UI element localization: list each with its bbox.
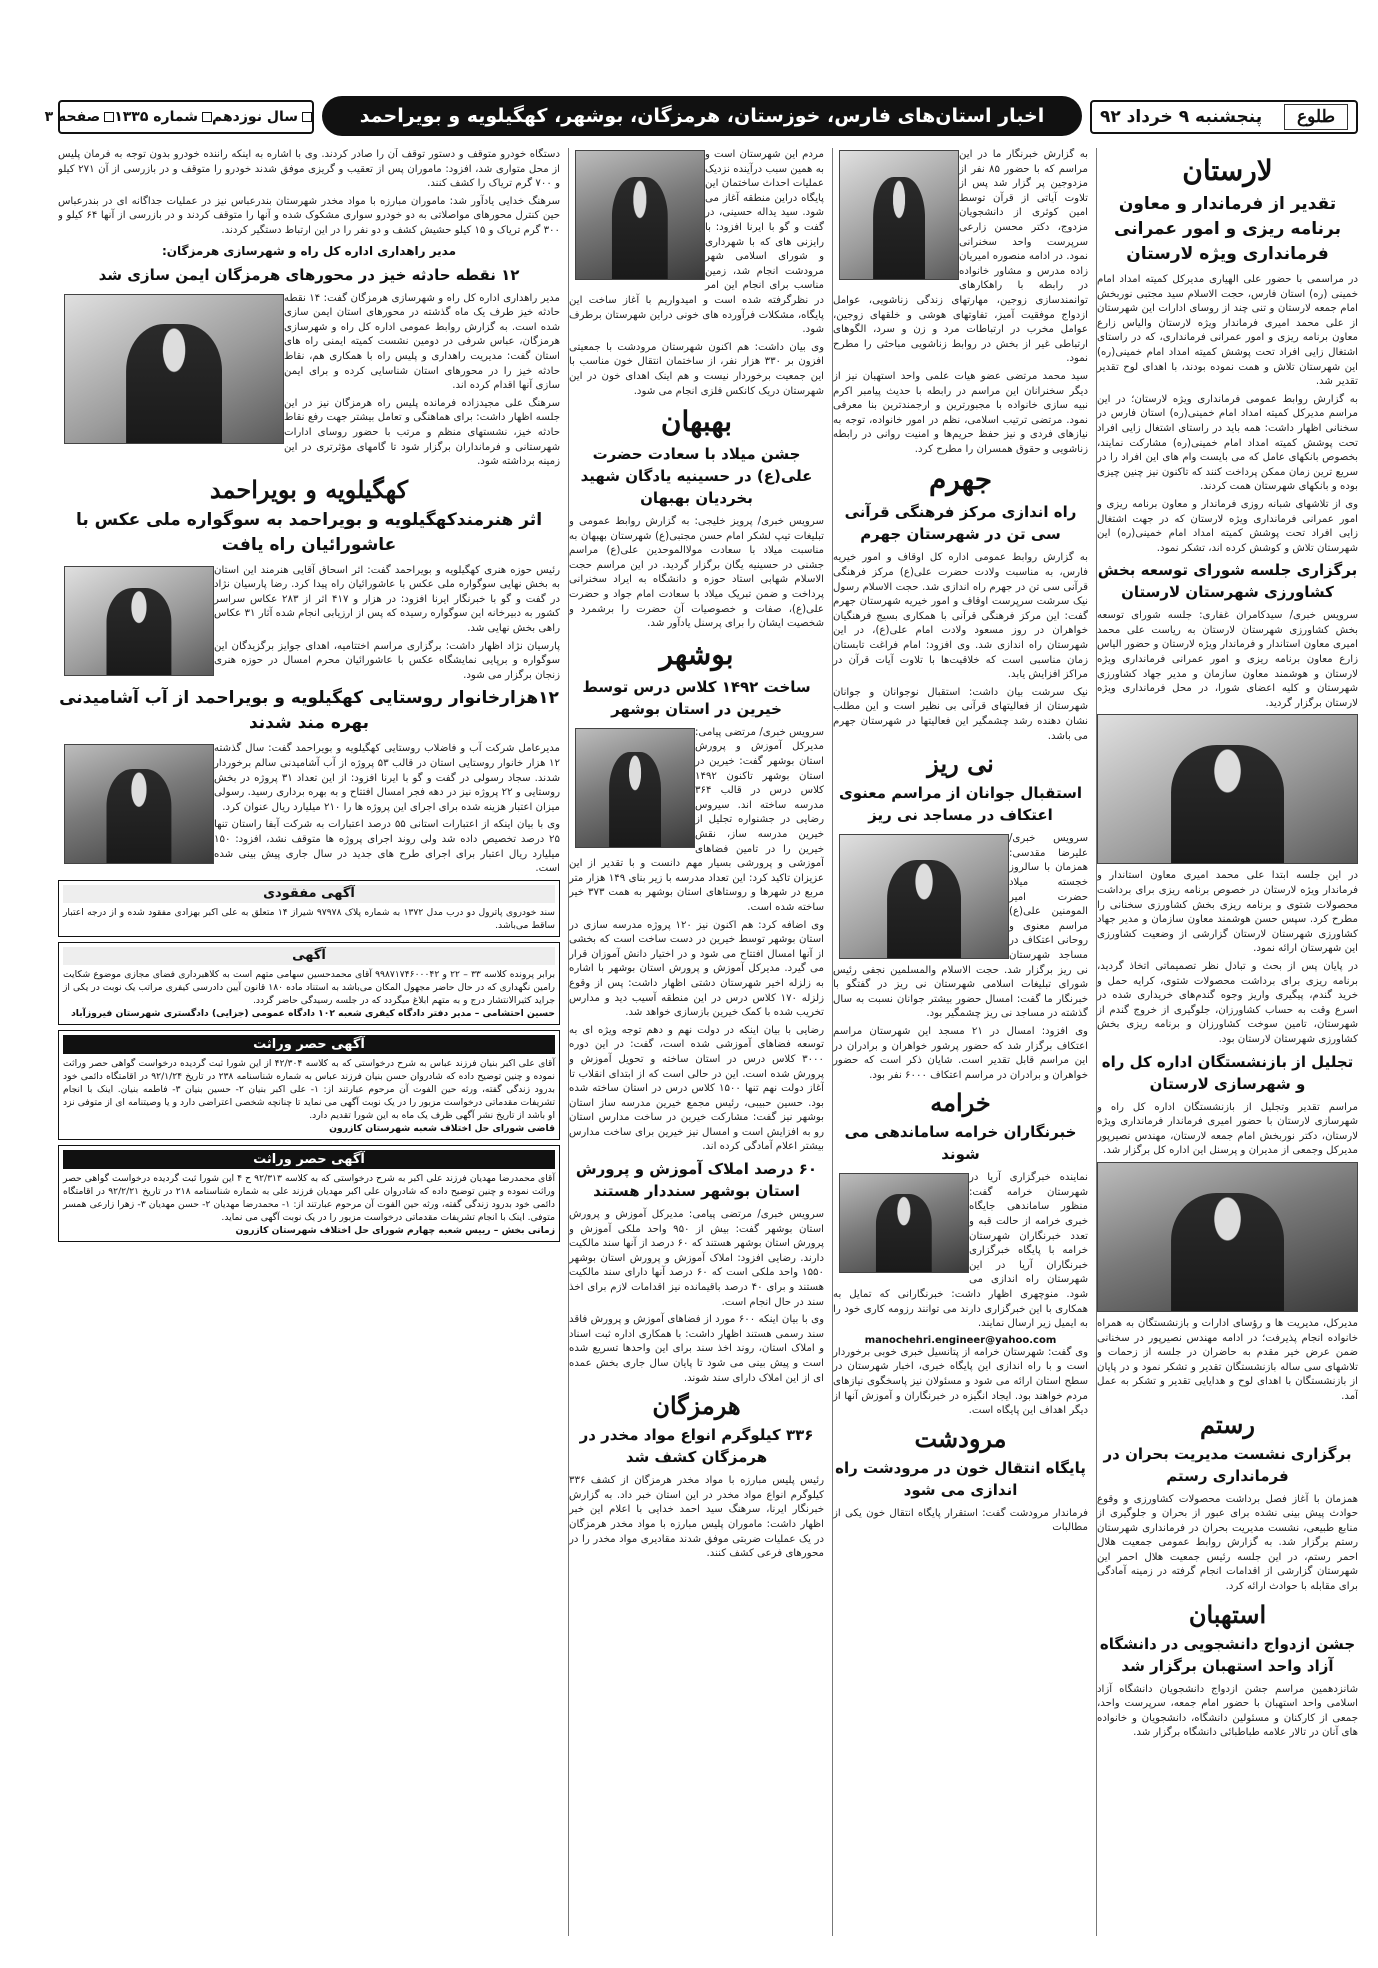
article-headline: ساخت ۱۴۹۲ کلاس درس توسط خیرین در استان بوشهر [582,677,811,718]
section-title: لارستان [1182,154,1273,187]
official-photo [575,150,705,280]
officials-photo [64,294,284,444]
article-body: در مراسمی با حضور علی الهیاری مدیرکل کمیته امداد امام خمینی (ره) استان فارس، حجت الاسلام سید مجتبی نوربخش امام جمعه لارستان و تنی چند از روسای ادارات این شهرستان از علی محمد امیری فرماندار ویژه لارستان والیاس زارع معاون برنامه ریزی و امور عمرانی فرمانداری، که در راستای اشتغال زایی افراد تحت پوشش کمیته امداد امام خمینی(ره) این شهرستان تلاش و همت نموده بودند، با اهدای لوح تقدیر تقدیر شد. [1097,274,1358,388]
square-bullet-icon [104,112,114,122]
issue-number-label: شماره ۱۳۳۵ [114,109,198,125]
section-title: کهگیلویه و بویراحمد [209,474,409,504]
group-photo [1097,1162,1358,1312]
article-body: سرهنگ خدایی یادآور شد: ماموران مبارزه با مواد مخدر شهرستان بندرعباس نیز در عملیات جداگانه ای در بندرعباس حین کنترل محورهای مواصلاتی به دو خودرو سواری مشکوک شده و آنها را متوقف کردند و در بازرسی از آنها ۶۴ کیلو و ۳۰۰ گرم تریاک و ۱۵ کیلو حشیش کشف و دو نفر را در این ارتباط دستگیر کردند. [58,195,560,236]
page-number [45,109,115,125]
photo-figure [1171,1193,1285,1311]
article-body: سرویس خبری/ مرتضی پیامی: مدیرکل آموزش و پرورش استان بوشهر گفت: خیرین در استان بوشهر تاکنون ۱۴۹۲ کلاس درس در قالب ۳۶۴ مدرسه ساخته اند. سیروس رضایی در جشنواره تجلیل از خیرین مدرسه ساز، نقش خیرین را در تامین فضاهای آموزشی و پرورشی بسیار مهم دانست و با تقدیر از این عزیزان تاکید کرد: این تعداد مدرسه با زیر بنای ۱۴۹ هزار متر مربع در شهرها و روستاهای استان بوشهر به همت ۳۷۳ خیر ساخته شده است. [569,726,824,913]
artist-photo [64,566,214,676]
ad-title: آگهی حصر وراثت [63,1150,555,1169]
article-body: به گزارش روابط عمومی اداره کل اوقاف و امور خیریه فارس، به مناسبت ولادت حضرت علی(ع) مرکز فرهنگی قرآنی سی تن در جهرم راه اندازی شد. حجت الاسلام رسول نیک سرشت سرپرست اوقاف و امور خیریه شهرستان جهرم گفت: این مرکز فرهنگی قرآنی با همکاری بسیج فرهنگیان خواهران در روز مسعود ولادت امام علی(ع)، در این شهرستان راه اندازی شد. وی افزود: امام فراغت تابستان زمان مناسبی است که خلاقیت‌ها با تلاوت آیات قرآن در مراکز افزایش یابد. [833,552,1088,681]
article-body: مردم این شهرستان است و به همین سبب درآینده نزدیک عملیات احداث ساختمان این پایگاه دراین منطقه آغاز می شود. سید یداله حسینی، در گفت و گو با ایرنا افزود: با رایزنی های که با شهرداری و شورای اسلامی شهر مرودشت انجام شد، زمین مناسب برای انجام این امر در نظرگرفته شده است و امیدواریم با آغاز ساخت این پایگاه، مشکلات فرآورده های خونی دراین شهرستان برطرف شود. [569,149,824,336]
masthead-issue-box [44,100,314,134]
article-headline: راه اندازی مرکز فرهنگی قرآنی سی تن در شهرستان جهرم [844,503,1077,544]
article-body: نیک سرشت بیان داشت: استقبال نوجوانان و جوانان شهرستان از فعالیتهای قرآنی بی نظیر است و این مطلب نشان دهنده رشد چشمگیر این فعالیتها در شهرستان جهرم می باشد. [833,686,1088,742]
article-body: پارسیان نژاد اظهار داشت: برگزاری مراسم اختتامیه، اهدای جوایز برگزیدگان این سوگواره و برپایی نمایشگاه عکس با عاشورائیان محرم امسال در حوزه هنری زنجان برگزار می شود. [214,640,560,681]
photo-figure [612,177,668,279]
section-title: خرامه [930,1088,991,1118]
inheritance-notice-ad [58,1145,560,1242]
article-headline: تقدیر از فرماندار و معاون برنامه ریزی و امور عمرانی فرمانداری ویژه لارستان [1114,194,1341,264]
article-body: وی گفت: شهرستان خرامه از پتانسیل خبری خوبی برخوردار است و با راه اندازی این پایگاه خبری، اخبار شهرستان در سطح استان ارائه می شود و مسئولان نیز پاسخگوی نیازهای مردم خواهند بود. ایجاد انگیزه در خبرنگاران و آموزش آنها از دیگر اهداف این پایگاه است. [833,1346,1088,1417]
article-body: سرویس خبری/ علیرضا مقدسی: همزمان با سالروز خجسته میلاد حضرت امیر المومنین علی(ع) مراسم معنوی و روحانی اعتکاف در مساجد شهرستان نی ریز برگزار شد. حجت الاسلام والمسلمین نجفی رئیس شورای تبلیغات اسلامی شهرستان نی ریز در گفتگو با خبرنگار ما گفت: امسال حضور بیشتر جوانان نسبت به سال گذشته در مساجد نی ریز چشمگیر بود. [833,833,1088,1020]
article-headline: ۶۰ درصد املاک آموزش و پرورش استان بوشهر سنددار هستند [575,1160,818,1201]
issue-number [114,109,212,125]
article-body: دستگاه خودرو متوقف و دستور توقف آن را صادر کردند. وی با اشاره به اینکه راننده خودرو بدون توجه به فرمان پلیس از محل متواری شد، افزود: ماموران پس از تعقیب و گریزی موفق شدند خودرو را متوقف و در بازرسی از آن ۲۷۱ کیلو و ۷۰۰ گرم تریاک را کشف کنند. [58,149,560,190]
ad-signature: قاضی شورای حل اختلاف شعبه شهرستان کازرون [329,1122,555,1134]
ad-text: آقای علی اکبر بنیان فرزند عباس به شرح درخواستی که به کلاسه ۴۲/۳۰۴ از این شورا ثبت گردیده درخواست گواهی حصر وراثت نموده و چنین توضیح داده که شادروان حسن بنیان فرزند عباس به شماره شناسنامه ۲۳۸ در تاریخ ۹۲/۱/۲۴ در اقامتگاه دائمی خود بدرود زندگی گفته، ورثه حین الفوت آن مرحوم عبارتند از: ۱- علی اکبر بنیان ۲- حسین بنیان ۳- فاطمه بنیان. اینک با انجام تشریفات مقدماتی درخواست مزبور را در یک نوبت آگهی می نماید تا چنانچه شخصی اعتراضی دارد و یا وصیتنامه ای از متوفی نزد او باشد از تاریخ نشر آگهی ظرف یک ماه به این شورا تقدیم دارد. [63,1057,556,1121]
article-body: نماینده خبرگزاری آریا در شهرستان خرامه گفت: منظور ساماندهی جایگاه خبری خرامه از حالت قبه و تعدد خبرنگاران شهرستان خرامه با پایگاه خبرگزاری خبرنگاران آریا در این شهرستان راه اندازی می شود. منوچهری اظهار داشت: خبرنگارانی که تمایل به همکاری با این خبرگزاری دارند می توانند رزومه کاری خود را به ایمیل زیر ارسال نمایند. [833,1172,1088,1330]
article-body: به گزارش خبرنگار ما در این مراسم که با حضور ۸۵ نفر از مزدوجین پر گزار شد پس از تلاوت آیاتی از قرآن توسط امین کوثری از دانشجویان مزدوج، دکتر محسن زارعی سرپرست واحد سخنرانی نمود. در ادامه منصوره امیریان زاده مدرس و مشاور خانواده در رابطه با راهکارهای توانمندسازی زوجین، مهارتهای زندگی زناشویی، عوامل ازدواج موفقیت آمیز، تفاوتهای هوشی و خلقهای زوجین، عوامل مخرب در ارتباطات مرد و زن و سرد، الگوهای ارتباطی غیر از بخش در روابط زناشویی مباحثی را مطرح نمود. [833,149,1088,365]
article-body: وی با بیان اینکه از اعتبارات استانی ۵۵ درصد اعتبارات به شرکت آبفا راستان تنها ۲۵ درصد تخصیص داده شد ولی روند اجرای پروژه ها متوقف نشد، افزود: ۱۵۰ میلیارد ریال اعتبار برای اجرای طرح های جدید در سال جاری پیش بینی شده است. [214,819,560,875]
speaker-photo [839,150,959,280]
photo-figure [887,860,961,958]
section-title: جهرم [929,463,992,497]
column-4 [58,148,560,1936]
article-headline: اثر هنرمندکهگیلویه و بویراحمد به سوگواره ملی عکس با عاشورائیان راه یافت [75,509,543,555]
column-2 [832,148,1088,1936]
contact-email: manochehri.engineer@yahoo.com [864,1334,1057,1346]
photo-figure [873,177,925,279]
newspaper-logo: طلوع [1284,104,1348,130]
article-headline: استقبال جوانان از مراسم معنوی اعتکاف در مساجد نی ریز [839,784,1082,825]
article-body: مدیر راهداری اداره کل راه و شهرسازی هرمزگان گفت: ۱۴ نقطه حادثه خیز طرف یک ماه گذشته در محورهای استان ایمن سازی شده است. به گزارش روابط عمومی اداره کل راه و شهرسازی هرمزگان، عباس شرفی در دومین نشست کمیته ایمنی راه های استان گفت: مدیریت راهداری و پلیس راه با همکاری هم، نقاط حادثه خیز را در محورهای استان شناسایی کرده و برای ایمن سازی آنها اقدام کرده اند. [284,292,560,392]
article-body: به گزارش روابط عمومی فرمانداری ویژه لارستان؛ در این مراسم مدیرکل کمیته امداد امام خمینی(ره) استان فارس در سخنانی اظهار داشت: همه باید در راستای اشتغال زایی افراد تحت پوشش کمیته امداد امام خمینی(ره) مشارکت نمایند، بخصوص بانکهای عامل که می بایست وام های این افراد را در سریع ترین زمان ممکن پرداخت کنند که تاکنون نیز چنین چیزی بوده و بانکهای شهرستان همت کردند. [1097,393,1358,493]
ad-text: سند خودروی پاترول دو درب مدل ۱۳۷۲ به شماره پلاک ۹۷۹۷۸ شیراز ۱۴ متعلق به علی اکبر بهزادی مفقود شده و از درجه اعتبار ساقط می‌باشد. [63,906,555,931]
article-headline: ۳۳۶ کیلوگرم انواع مواد مخدر در هرمزگان کشف شد [579,1426,814,1467]
masthead [44,96,1358,140]
column-1 [1096,148,1358,1936]
section-title: استهبان [1188,1599,1267,1629]
page-number-label: صفحه ۳ [44,109,101,125]
article-body: در این جلسه ابتدا علی محمد امیری معاون استاندار و فرماندار ویژه لارستان در خصوص برنامه ریزی برای برداشت محصولات شتوی و برنامه ریزی بخش کشاورزی سخنانی را مطرح کرد. سپس حسن هوشمند معاون سازمان و مدیر جهاد کشاورزی شهرستان لارستان گزارشی از وضعیت کشاورزی این شهرستان ارائه نمود. [1097,870,1358,955]
article-headline: جشن میلاد با سعادت حضرت علی(ع) در حسینیه یادگان شهید بخردیان بهبهان [580,445,813,508]
meeting-photo [1097,714,1358,864]
court-notice-ad [58,942,560,1025]
photo-figure [126,324,222,442]
square-bullet-icon [302,112,312,122]
square-bullet-icon [202,112,212,122]
article-body: مراسم تقدیر وتجلیل از بازنشستگان اداره کل راه و شهرسازی لارستان با حضور امیری فرماندار فرمانداری ویژه لارستان، دکتر نوربخش امام جمعه لارستان، مهندس نصیرپور مدیرکل وجمعی از مدیران و پرسنل این اداره کل برگزار شد. [1097,1101,1358,1157]
section-title: مرودشت [914,1423,1007,1453]
photo-figure [609,752,661,846]
section-title: بوشهر [659,637,734,671]
article-body: شانزدهمین مراسم جشن ازدواج دانشجویان دانشگاه آزاد اسلامی واحد استهبان با حضور امام جمعه، سرپرست واحد، جمعی از کارکنان و مسئولین دانشگاه، دانشجویان و خانواده های آنان در تالار علامه طباطبائی دانشگاه برگزار شد. [1097,1683,1358,1739]
article-body: وی افزود: امسال در ۲۱ مسجد این شهرستان مراسم اعتکاف برگزار شد که حضور پرشور خواهران و برادران در این مراسم قابل تقدیر است. شایان ذکر است که حضور خواهران و برادران در مراسم اعتکاف ۶۰۰۰ نفر بود. [833,1025,1088,1081]
official-photo [64,744,214,864]
article-body: فرماندار مرودشت گفت: استقرار پایگاه انتقال خون یکی از مطالبات [833,1507,1088,1534]
article-headline: خبرنگاران خرامه ساماندهی می شوند [844,1123,1077,1164]
newspaper-page [44,96,1358,1936]
section-title: رستم [1200,1409,1255,1439]
volume-year-label: سال نوزدهم [211,109,298,125]
article-headline: برگزاری نشست مدیریت بحران در فرمانداری رستم [1103,1444,1352,1485]
article-body: رضایی با بیان اینکه در دولت نهم و دهم توجه ویژه ای به توسعه فضاهای آموزشی شده است، گفت: در این دوره ۳۰۰۰ کلاس درس در استان ساخته و تحویل آموزش و پرورش شده است. این در حالی است که از ابتدای انقلاب تا آغاز دولت نهم تنها ۱۵۰۰ کلاس درس در استان ساخته شده بود. حسین حبیبی، رئیس مجمع خیرین مدرسه ساز استان بوشهر نیز گفت: مشارکت خیرین در ساخت مدارس استان رو به افزایش است و امسال نیز خیرین برای ساخت مدارس بیشتر اعلام آمادگی کرده اند. [569,1024,824,1153]
ad-signature: حسین احتشامی – مدیر دفتر دادگاه کیفری شعبه ۱۰۲ دادگاه عمومی (جزایی) دادگستری شهرستان فیروزآباد [71,1007,555,1019]
photo-figure [106,769,171,863]
ad-title: آگهی حصر وراثت [63,1035,555,1054]
article-headline: جشن ازدواج دانشجویی در دانشگاه آزاد واحد استهبان برگزار شد [1099,1634,1356,1675]
article-body: مدیرعامل شرکت آب و فاضلاب روستایی کهگیلویه و بویراحمد گفت: سال گذشته ۱۲ هزار خانوار روستایی استان در قالب ۵۳ پروژه از آب آشامیدنی سالم برخوردار شدند. سجاد رسولی در گفت و گو با ایرنا افزود: از این تعداد ۳۱ پروژه در بخش روستایی و ۲۲ پروژه نیز در دهه فجر امسال افتتاح و به بهره برداری رسید. رسولی میزان اعتبار هزینه شده برای اجرای این پروژه ها را ۲۱۰ میلیارد ریال عنوان کرد. [214,743,560,813]
section-title: بهبهان [660,405,733,439]
article-headline: ۱۲هزارخانوار روستایی کهگیلویه و بویراحمد از آب آشامیدنی بهره مند شدند [59,688,559,734]
article-body: رئیس حوزه هنری کهگیلویه و بویراحمد گفت: اثر اسحاق آقایی هنرمند این استان به بخش نهایی سوگواره ملی عکس با عاشورائیان راه پیدا کرد. رضا پارسیان نژاد در گفت و گو با خبرنگار ایرنا افزود: در هزار و ۴۱۷ اثر از ۲۸۳ عکاس سراسر کشور به دبیرخانه این سوگواره رسیده که پس از ارزیابی انجام شده آثار ۳۱ عکاس راهی بخش نهایی شد. [214,564,560,635]
article-body: سرویس خبری/ مرتضی پیامی: مدیرکل آموزش و پرورش استان بوشهر گفت: بیش از ۹۵۰ واحد ملکی آموزش و پرورش استان بوشهر هستند که ۶۰ درصد از آنها سند مالکیت دارند. رضایی افزود: املاک آموزش و پرورش استان بوشهر ۱۵۵۰ واحد ملکی است که ۶۰ درصد آنها دارای سند مالکیت هستند و برای ۴۰ درصد باقیمانده نیز اقدامات لازم برای اخذ سند در حال انجام است. [569,1209,824,1308]
photo-figure [1171,745,1285,863]
column-3 [568,148,824,1936]
ad-text: برابر پرونده کلاسه ۳۳ – ۲۲ و ۹۹۸۷۱۷۴۶۰۰۰۴۲ آقای محمدحسین سهامی متهم است به کلاهبرداری فضای مجازی موضوع شکایت رامین نگهداری که در حال حاضر مجهول المکان می‌باشد به استناد ماده ۱۸۰ قانون آیین دادرسی کیفری مراتب یک نوبت در یکی از جراید کثیرالانتشار درج و به متهم ابلاغ میگردد که در جلسه رسیدگی حاضر گردد. [63,968,556,1006]
section-title: هرمزگان [652,1391,741,1421]
article-body: مدیرکل، مدیریت ها و رؤسای ادارات و بازنشستگان به همراه خانواده انجام پذیرفت؛ در ادامه مهندس نصیرپور در سخنانی ضمن عرض خیر مقدم به حاضران در جلسه از زحمات و تلاشهای سی ساله بازنشستگان تقدیر و تشکر نمود و در پایان از بازنشستگان با اهدای لوح و هدایایی تقدیر و تشکر به عمل آمد. [1097,1317,1358,1402]
article-body: در پایان پس از بحث و تبادل نظر تصمیماتی اتخاذ گردید، برنامه ریزی برای برداشت محصولات شتوی، کرایه حمل و خرید گندم، پیگیری واریز وجوه گندم‌های خریداری شده در اسرع وقت به حساب کشاورزان، جلوگیری از خروج گندم از شهرستان، تامین سوخت کشاورزان و برنامه ریزی بخش کشاورزی شهرستان لارستان بود. [1097,961,1358,1045]
article-headline: تجلیل از بازنشستگان اداره کل راه و شهرسازی لارستان [1101,1052,1354,1093]
masthead-date-box [1090,100,1358,134]
article-body: وی با بیان اینکه ۶۰۰ مورد از فضاهای آموزش و پرورش فاقد سند رسمی هستند اظهار داشت: با همکاری اداره ثبت اسناد و املاک استان، روند اخذ سند برای این واحدها تسریع شده است و پیش بینی می شود تا پایان سال جاری بخش عمده ای از این املاک دارای سند شوند. [569,1314,824,1384]
inheritance-notice-ad [58,1030,560,1140]
article-body: سید محمد مرتضی عضو هیات علمی واحد استهبان نیز از دیگر سخنرانان این مراسم در رابطه با حدیث پیامبر اکرم نبیه سازی خانواده با مجبورترین و ارجمندترین بنا معرفی نمود. مرتضی ترتیب اسلامی، نظم در امور خانواده، توجه به نیازهای فردی و نیز حفظ حریم‌ها و امنیت روانی در رابطه زناشویی و حقوق همسران را مطرح کرد. [833,370,1088,455]
volume-year [212,109,312,125]
lost-document-ad [58,880,560,937]
article-headline: ۱۲ نقطه حادثه خیز در محورهای هرمزگان ایمن سازی شد [98,265,520,284]
article-body: وی اضافه کرد: هم اکنون نیز ۱۲۰ پروژه مدرسه سازی در استان بوشهر توسط خیرین در دست ساخت است که بخشی از آنها امسال افتتاح می شود و در اختیار دانش آموزان قرار می گیرد. مدیرکل آموزش و پرورش استان بوشهر با اشاره به زلزله اخیر شهرستان دشتی اظهار داشت: پس از وقوع زلزله ۱۷۰ کلاس درس در این منطقه آسیب دید و مدارس تخریب شده با کمک خیرین بازسازی خواهد شد. [569,919,824,1019]
article-body: سرهنگ علی مجیدزاده فرمانده پلیس راه هرمزگان نیز در این جلسه اظهار داشت: برای هماهنگی و تعامل بیشتر جهت رفع نقاط حادثه خیز، نشستهای منظم و مرتب با حضور روسای ادارات شهرستانی و فرمانداران برگزار شود تا گامهای مؤثرتری در این زمینه برداشته شود. [284,397,560,468]
issue-date: پنجشنبه ۹ خرداد ۹۲ [1100,107,1263,127]
official-photo [575,728,695,848]
article-kicker: مدیر راهداری اداره کل راه و شهرسازی هرمزگان: [161,243,457,258]
article-body: سرویس خبری/ پرویز خلیجی: به گزارش روابط عمومی و تبلیغات تیپ لشکر امام حسن مجتبی(ع) شهرستان بهبهان به مناسبت میلاد با سعادت مولاالموحدین علی(ع) مراسم جشنی در حسینیه یگان برگزار گردید. در این مراسم حجت الاسلام شهابی استاد حوزه و دانشگاه به ایراد سخنرانی پرداخت و ضمن تبریک میلاد با سعادت امام جواد و حضرت علی(ع)، صفات و خصوصیات آن حضرت را برشمرد و شخصیت ایشان را برای پرسنل یادآور شد. [569,516,824,630]
article-headline: برگزاری جلسه شورای توسعه بخش کشاورزی شهرستان لارستان [1097,561,1358,602]
reporter-photo [839,1173,969,1273]
article-body: وی از تلاشهای شبانه روزی فرماندار و معاون برنامه ریزی و امور عمرانی فرمانداری ویژه لارستان که در جهت اشتغال زایی افراد تحت پوشش کمیته امداد امام خمینی(ره) این شهرستان تلاش و کوشش کرده اند، تشکر نمود. [1097,498,1358,554]
article-body: همزمان با آغاز فصل برداشت محصولات کشاورزی و وقوع حوادث پیش بینی نشده برای عبور از بحران و جلوگیری از منابع طبیعی، نشست مدیریت بحران در فرمانداری شهرستان رستم برگزار شد. به گزارش روابط عمومی جمعیت هلال احمر رستم، در این جلسه رئیس جمعیت هلال احمر این شهرستان گزارشی از اقدامات انجام گرفته در زمینه آمادگی برای مقابله با حوادث ارائه کرد. [1097,1493,1358,1593]
ad-title: آگهی [63,947,555,965]
ad-title: آگهی مفقودی [63,885,555,903]
article-body: رئیس پلیس مبارزه با مواد مخدر هرمزگان از کشف ۳۳۶ کیلوگرم انواع مواد مخدر در این استان خبر داد. به گزارش خبرنگار ایرنا، سرهنگ سید احمد خدایی با اعلام این خبر اظهار داشت: ماموران پلیس مبارزه با مواد مخدر هرمزگان در یک عملیات ضربتی موفق شدند مقادیری مواد مخدر را در محورهای فرعی کشف کنند. [569,1475,824,1560]
page-section-title: اخبار استان‌های فارس، خوزستان، هرمزگان، بوشهر، کهگیلویه و بویراحمد [322,96,1082,136]
ad-text: آقای محمدرضا مهدیان فرزند علی اکبر به شرح درخواستی که به کلاسه ۹۲/۳۱۳ ح ۴ این شورا ثبت گردیده درخواست گواهی حصر وراثت نموده و چنین توضیح داده که شادروان علی اکبر مهدیان فرزند علی به شماره شناسنامه ۲۱۸ در تاریخ ۹۲/۲/۲۱ در اقامتگاه دائمی خود بدرود زندگی گفته، ورثه حین الفوت آن مرحوم عبارتند از: ۱- محمدرضا مهدیان ۲- حسن مهدیان ۳- زهرا زارعی همسر متوفی. اینک با انجام تشریفات مقدماتی درخواست مزبور را در یک نوبت آگهی می نماید. [63,1172,555,1223]
gathering-photo [839,834,1009,959]
photo-figure [876,1194,932,1272]
section-title: نی ریز [927,749,994,779]
article-headline: پایگاه انتقال خون در مرودشت راه اندازی می شود [835,1458,1086,1499]
ad-signature: زمانی بخش – رییس شعبه چهارم شورای حل اختلاف شهرستان کازرون [235,1224,555,1236]
article-body: سرویس خبری/ سیدکامران غفاری: جلسه شورای توسعه بخش کشاورزی شهرستان لارستان به ریاست علی محمد امیری معاون استاندار و فرماندار ویژه لارستان و حضور الیاس زارع معاون برنامه ریزی و امور عمرانی فرمانداری ویژه لارستان و هوشمند معاون سازمان و مدیر جهاد کشاورزی شهرستان و کلیه اعضای شورا، در محل فرمانداری ویژه لارستان برگزار گردید. [1097,610,1358,709]
article-body: وی بیان داشت: هم اکنون شهرستان مرودشت با جمعیتی افزون بر ۳۳۰ هزار نفر، از ساختمان انتقال خون مناسب با این جمعیت برخوردار نیست و هم اینک اهدای خون در این شهرستان دریک کانکس فلزی انجام می شود. [569,341,824,397]
photo-figure [106,588,171,674]
